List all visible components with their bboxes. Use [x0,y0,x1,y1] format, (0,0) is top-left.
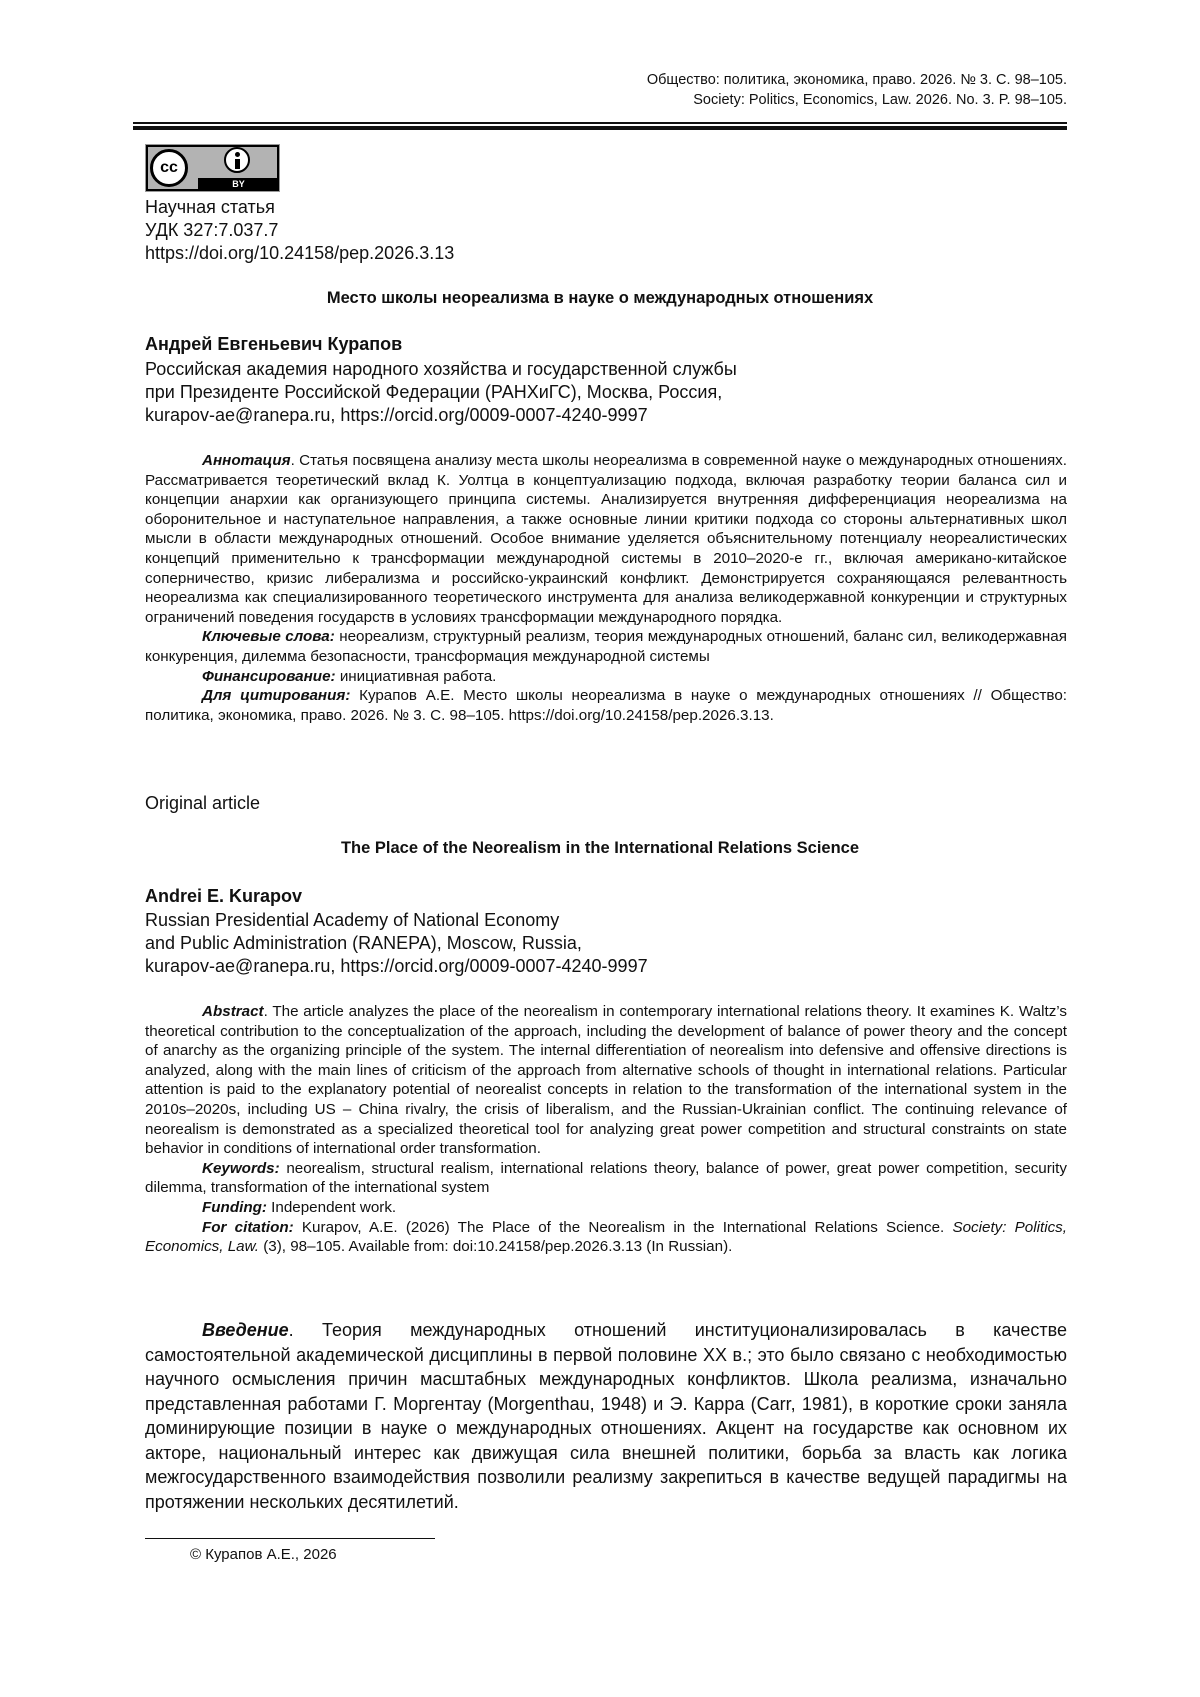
abstract-en-label: Abstract [202,1003,264,1020]
cc-by-icon [145,144,280,192]
abstract-en [145,1002,1067,1159]
funding-ru [145,667,1067,687]
title-en: The Place of the Neorealism in the International Relations Science [340,839,860,857]
citation-en-text-1: Kurapov, A.E. (2026) The Place of the Neorealism in the International Relations Science. [293,1218,953,1236]
header-rule-thick [133,126,1067,130]
affiliation-ru-line-1: Российская академия народного хозяйства и государственной службы [145,359,737,379]
keywords-en-text: neorealism, structural realism, international relations theory, balance of power, great power competition, security dilemma, transformation of the international system [145,1159,1067,1197]
abstract-ru-label: Аннотация [202,452,291,469]
affiliation-ru-line-3[interactable]: kurapov-ae@ranepa.ru, https://orcid.org/0009-0007-4240-9997 [145,405,648,425]
funding-en-label: Funding: [202,1198,267,1216]
running-head-en: Society: Politics, Economics, Law. 2026. No. 3. P. 98–105. [693,92,1067,108]
citation-en-label: For citation: [202,1218,294,1236]
citation-ru-label: Для цитирования: [202,687,351,705]
copyright-footnote: © Курапов А.Е., 2026 [190,1546,337,1563]
citation-en-text-2: (3), 98–105. Available from: doi:10.24158/pep.2026.3.13 (In Russian). [258,1238,733,1256]
header-rule-thin [133,122,1067,124]
cc-icon: cc [150,149,188,187]
author-name-en: Andrei E. Kurapov [145,886,303,906]
udc-code: УДК 327:7.037.7 [145,220,279,240]
doi-link[interactable]: https://doi.org/10.24158/pep.2026.3.13 [145,243,455,263]
affiliation-ru [145,358,737,427]
introduction-section [145,1318,1067,1514]
affiliation-en [145,909,648,978]
affiliation-en-line-3[interactable]: kurapov-ae@ranepa.ru, https://orcid.org/0009-0007-4240-9997 [145,956,648,976]
abstract-ru-block [145,451,1067,725]
footnote-rule [145,1538,435,1539]
affiliation-ru-line-2: при Президенте Российской Федерации (РАНХиГС), Москва, Россия, [145,382,723,402]
article-type-en: Original article [145,793,261,813]
author-name-ru: Андрей Евгеньевич Курапов [145,334,403,354]
abstract-en-block [145,1002,1067,1257]
introduction-text: . Теория международных отношений институционализировалась в качестве самостоятельной академической дисциплины в первой половине XX в.; это было связано с необходимостью научного осмысления причин масштабных международных конфликтов. Школа реализма, изначально представленная работами Г. Моргентау (Morgenthau, 1948) и Э. Карра (Carr, 1981), в короткие сроки заняла доминирующие позиции в науке о международных отношениях. Акцент на государстве как основном их акторе, национальный интерес как движущая сила внешней политики, борьба за власть как логика межгосударственного взаимодействия позволили реализму закрепиться в качестве ведущей парадигмы на протяжении нескольких десятилетий. [145,1320,1067,1512]
keywords-ru-label: Ключевые слова: [202,628,335,646]
by-label: BY [198,178,279,191]
title-ru: Место школы неореализма в науке о международных отношениях [326,289,874,307]
keywords-ru [145,627,1067,666]
keywords-en-label: Keywords: [202,1159,280,1177]
affiliation-en-line-2: and Public Administration (RANEPA), Moscow, Russia, [145,933,582,953]
citation-en [145,1218,1067,1257]
abstract-ru-text: . Статья посвящена анализу места школы неореализма в современной науке о международных отношениях. Рассматривается теоретический вклад К. Уолтца в концептуализацию подхода, включая разработку теории баланса сил и концепции анархии как организующего принципа системы. Анализируется внутренняя дифференциация неореализма на оборонительное и наступательное направления, а также основные линии критики подхода со стороны альтернативных школ мысли в области международных отношений. Особое внимание уделяется объяснительному потенциалу неореалистических концепций применительно к трансформации международной системы в 2010–2020-е гг., включая американо-китайское соперничество, кризис либерализма и российско-украинский конфликт. Демонстрируется сохраняющаяся релевантность неореализма как специализированного теоретического инструмента для анализа великодержавной конкуренции и структурных ограничений поведения государств в условиях трансформации международного порядка. [145,452,1067,626]
keywords-en [145,1159,1067,1198]
funding-ru-text: инициативная работа. [335,667,497,685]
citation-ru-text: Курапов А.Е. Место школы неореализма в науке о международных отношениях // Общество: политика, экономика, право. 2026. № 3. С. 98–105. https://doi.org/10.24158/pep.2026.3.13. [145,687,1067,724]
affiliation-en-line-1: Russian Presidential Academy of National Economy [145,910,560,930]
citation-en-journal: Society: Politics, Economics, Law. [145,1218,1067,1256]
abstract-en-text: . The article analyzes the place of the neorealism in contemporary international relations theory. It examines K. Waltz’s theoretical contribution to the conceptualization of the approach, including the development of balance of power theory and the concept of anarchy as the organizing principle of the system. The internal differentiation of neorealism into defensive and offensive directions is analyzed, along with the main lines of criticism of the approach from alternative schools of thought in international relations. Particular attention is paid to the explanatory potential of neorealist concepts in relation to the transformation of the international system in the 2010s–2020s, including US – China rivalry, the crisis of liberalism, and the Russian-Ukrainian conflict. The continuing relevance of neorealism is demonstrated as a specialized theoretical tool for analyzing great power competition and structural constraints on state behavior in conditions of international order transformation. [145,1003,1067,1158]
abstract-ru [145,451,1067,627]
article-type-ru: Научная статья [145,197,275,217]
funding-en [145,1198,1067,1218]
citation-ru [145,686,1067,725]
funding-ru-label: Финансирование: [202,667,336,685]
funding-en-text: Independent work. [266,1198,397,1216]
introduction-label: Введение [202,1320,289,1340]
keywords-ru-text: неореализм, структурный реализм, теория международных отношений, баланс сил, великодержавная конкуренция, дилемма безопасности, трансформация международной системы [145,628,1067,665]
person-icon [224,147,250,173]
running-head-ru: Общество: политика, экономика, право. 2026. № 3. С. 98–105. [646,72,1067,88]
running-head [647,70,1067,110]
introduction-paragraph [145,1318,1067,1514]
